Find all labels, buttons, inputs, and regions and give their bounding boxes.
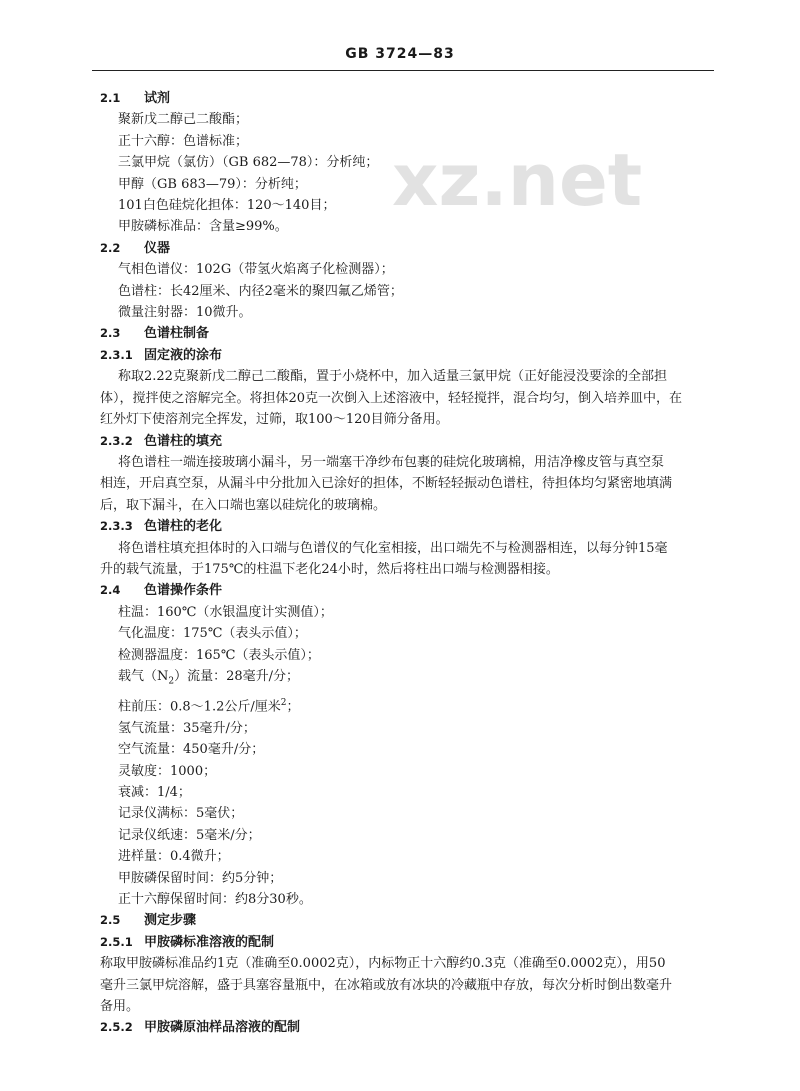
condition-item: 正十六醇保留时间：约8分30秒。 — [118, 891, 312, 907]
paragraph-line: 体），搅拌使之溶解完全。将担体20克一次倒入上述溶液中，轻轻搅拌，混合均匀，倒入培养皿中，在 — [100, 390, 683, 406]
instrument-item: 色谱柱：长42厘米、内径2毫米的聚四氟乙烯管； — [118, 283, 403, 299]
section-2-5-heading — [100, 910, 730, 931]
pressure-superscript: 2 — [280, 697, 287, 708]
section-title: 固定液的涂布 — [144, 347, 223, 363]
section-2-3-1-heading — [100, 345, 730, 366]
instrument-item: 气相色谱仪：102G（带氢火焰离子化检测器）； — [118, 262, 394, 278]
condition-item: 氢气流量：35毫升/分； — [118, 720, 256, 736]
condition-item: 甲胺磷保留时间：约5分钟； — [118, 870, 283, 886]
section-title: 色谱柱的填充 — [144, 433, 223, 449]
standard-number-header: GB 3724—83 — [345, 46, 455, 62]
section-2-5-1-heading — [100, 932, 730, 953]
carrier-subscript: 2 — [168, 676, 175, 687]
section-number: 2.3 — [100, 326, 121, 341]
paragraph-line: 称取2.22克聚新戊二醇己二酸酯，置于小烧杯中，加入适量三氯甲烷（正好能浸没要涂的全部担 — [118, 369, 667, 385]
condition-item: 空气流量：450毫升/分； — [118, 742, 265, 758]
paragraph-line: 将色谱柱填充担体时的入口端与色谱仪的气化室相接，出口端先不与检测器相连，以每分钟15毫 — [118, 540, 668, 556]
section-number: 2.3.1 — [100, 347, 133, 362]
reagent-item: 正十六醇：色谱标准； — [118, 133, 249, 149]
condition-item-pressure — [100, 693, 730, 718]
section-number: 2.5 — [100, 913, 121, 928]
paragraph-line: 将色谱柱一端连接玻璃小漏斗，另一端塞干净纱布包裹的硅烷化玻璃棉，用洁净橡皮管与真空泵 — [118, 454, 665, 470]
section-number: 2.5.1 — [100, 934, 133, 949]
section-title: 甲胺磷标准溶液的配制 — [144, 934, 275, 950]
reagent-item: 甲胺磷标准品：含量≥99%。 — [118, 219, 288, 235]
condition-item-carrier-gas — [100, 666, 730, 693]
header-rule — [92, 70, 714, 71]
document-body — [100, 88, 730, 1039]
paragraph-line: 相连，开启真空泵，从漏斗中分批加入已涂好的担体，不断轻轻振动色谱柱，待担体均匀紧密地填满 — [100, 476, 673, 492]
section-title: 测定步骤 — [144, 913, 197, 929]
instrument-item: 微量注射器：10微升。 — [118, 305, 252, 321]
section-2-2-heading — [100, 238, 730, 259]
section-2-5-2-heading — [100, 1017, 730, 1038]
condition-item: 柱温：160℃（水银温度计实测值）； — [118, 604, 333, 620]
section-number: 2.3.2 — [100, 433, 133, 448]
section-title: 甲胺磷原油样品溶液的配制 — [144, 1020, 301, 1036]
section-title: 色谱柱的老化 — [144, 519, 223, 535]
watermark: xz.net — [392, 138, 643, 222]
carrier-text-b: ）流量：28毫升/分； — [174, 668, 300, 684]
section-number: 2.4 — [100, 583, 121, 598]
reagent-item: 聚新戊二醇己二酸酯； — [118, 112, 249, 128]
pressure-text-a: 柱前压：0.8～1.2公斤/厘米 — [118, 699, 281, 715]
section-number: 2.3.3 — [100, 519, 133, 534]
paragraph-line: 红外灯下使溶剂完全挥发，过筛，取100～120目筛分备用。 — [100, 412, 449, 428]
paragraph-line: 称取甲胺磷标准品约1克（准确至0.0002克），内标物正十六醇约0.3克（准确至0.0002克），用50 — [100, 956, 666, 972]
condition-item: 气化温度：175℃（表头示值）； — [118, 626, 307, 642]
condition-item: 检测器温度：165℃（表头示值）； — [118, 647, 320, 663]
condition-item: 进样量：0.4微升； — [118, 849, 230, 865]
condition-item: 记录仪满标：5毫伏； — [118, 806, 244, 822]
section-title: 仪器 — [144, 240, 171, 256]
section-number: 2.5.2 — [100, 1020, 133, 1035]
section-title: 试剂 — [144, 91, 171, 106]
section-title: 色谱操作条件 — [144, 583, 223, 599]
section-2-3-3-heading — [100, 516, 730, 537]
section-2-4-heading — [100, 580, 730, 601]
reagent-item: 101白色硅烷化担体：120～140目； — [118, 198, 336, 214]
condition-item: 灵敏度：1000； — [118, 763, 217, 779]
paragraph-line: 备用。 — [100, 998, 140, 1014]
reagent-item: 三氯甲烷（氯仿）（GB 682—78）：分析纯； — [118, 155, 379, 171]
section-2-1-heading — [100, 88, 730, 109]
condition-item: 衰减：1/4； — [118, 784, 191, 800]
pressure-text-b: ； — [286, 699, 300, 715]
condition-item: 记录仪纸速：5毫米/分； — [118, 827, 261, 843]
paragraph-line: 后，取下漏斗，在入口端也塞以硅烷化的玻璃棉。 — [100, 497, 387, 513]
section-number: 2.2 — [100, 240, 121, 255]
carrier-text-a: 载气（N — [118, 668, 169, 684]
section-2-3-heading — [100, 323, 730, 344]
section-2-3-2-heading — [100, 431, 730, 452]
paragraph-line: 毫升三氯甲烷溶解，盛于具塞容量瓶中，在冰箱或放有冰块的冷藏瓶中存放，每次分析时倒出数毫升 — [100, 977, 673, 993]
section-number: 2.1 — [100, 91, 121, 105]
paragraph-line: 升的载气流量，于175℃的柱温下老化24小时，然后将柱出口端与检测器相接。 — [100, 561, 559, 577]
section-title: 色谱柱制备 — [144, 326, 210, 342]
reagent-item: 甲醇（GB 683—79）：分析纯； — [118, 176, 307, 192]
